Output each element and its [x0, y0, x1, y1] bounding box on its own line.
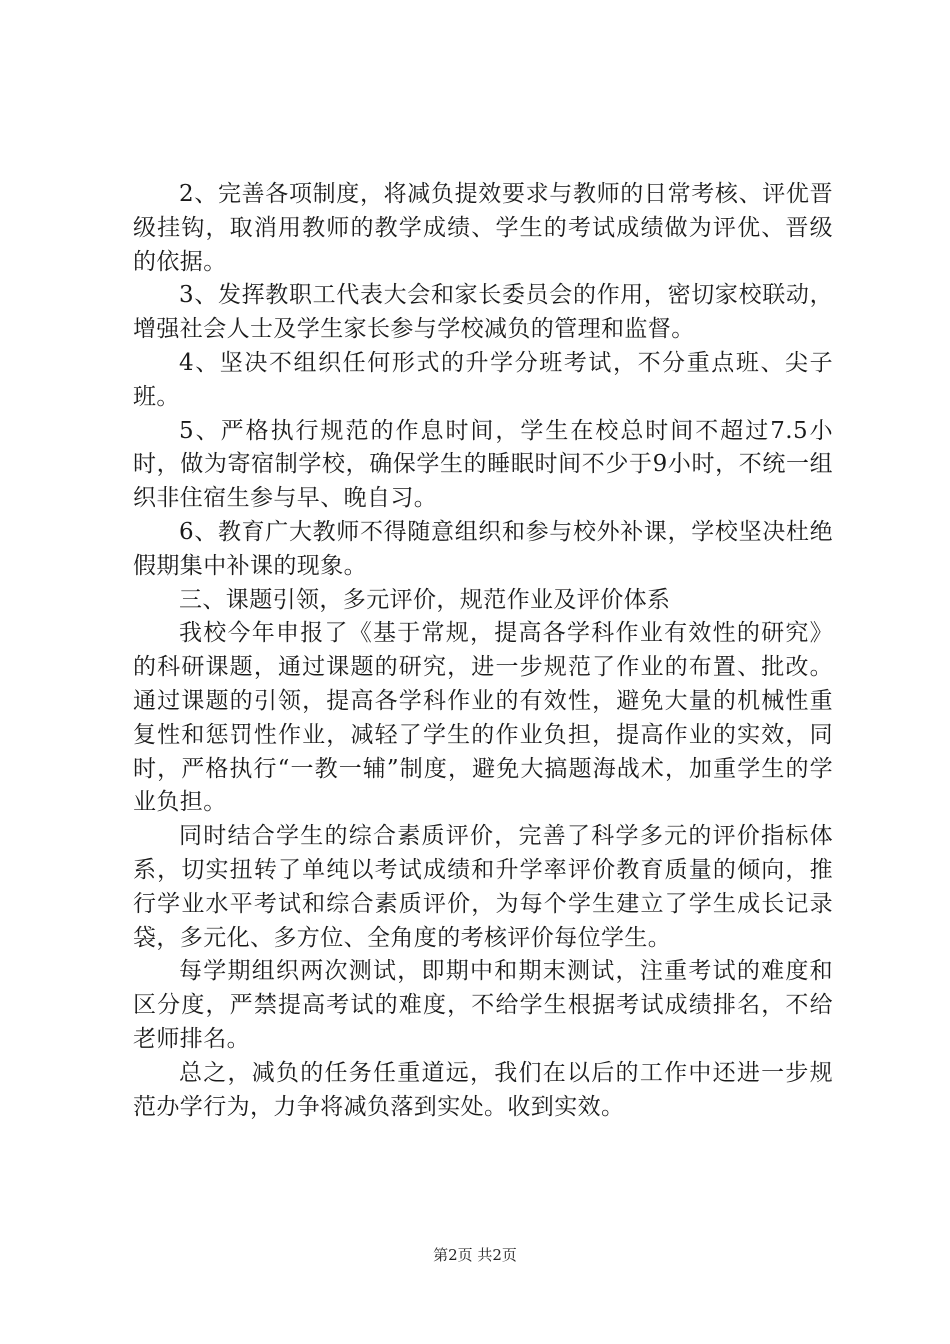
paragraph-conclusion: 总之，减负的任务任重道远，我们在以后的工作中还进一步规范办学行为，力争将减负落到实处。收到实效。: [133, 1059, 833, 1120]
page-number-footer: 第2页 共2页: [433, 1246, 517, 1264]
paragraph-item-3: 3、发挥教职工代表大会和家长委员会的作用，密切家校联动，增强社会人士及学生家长参与学校减负的管理和监督。: [133, 282, 833, 343]
section-heading-3: 三、课题引领，多元评价，规范作业及评价体系: [179, 586, 671, 613]
paragraph-item-2: 2、完善各项制度，将减负提效要求与教师的日常考核、评优晋级挂钩，取消用教师的教学成绩、学生的考试成绩做为评优、晋级的依据。: [133, 181, 833, 275]
paragraph-evaluation-system: 同时结合学生的综合素质评价，完善了科学多元的评价指标体系，切实扭转了单纯以考试成绩和升学率评价教育质量的倾向，推行学业水平考试和综合素质评价，为每个学生建立了学生成长记录袋，多元化、多方位、全角度的考核评价每位学生。: [133, 823, 833, 951]
paragraph-item-4: 4、坚决不组织任何形式的升学分班考试，不分重点班、尖子班。: [133, 349, 833, 410]
paragraph-item-5: 5、严格执行规范的作息时间，学生在校总时间不超过7.5小时，做为寄宿制学校，确保学生的睡眠时间不少于9小时，不统一组织非住宿生参与早、晚自习。: [133, 417, 833, 512]
paragraph-item-6: 6、教育广大教师不得随意组织和参与校外补课，学校坚决杜绝假期集中补课的现象。: [133, 518, 833, 579]
document-body: [133, 178, 833, 1124]
paragraph-testing: 每学期组织两次测试，即期中和期末测试，注重考试的难度和区分度，严禁提高考试的难度，不给学生根据考试成绩排名，不给老师排名。: [133, 958, 833, 1052]
paragraph-research-topic: 我校今年申报了《基于常规，提高各学科作业有效性的研究》的科研课题，通过课题的研究，进一步规范了作业的布置、批改。通过课题的引领，提高各学科作业的有效性，避免大量的机械性重复性和惩罚性作业，减轻了学生的作业负担，提高作业的实效，同时，严格执行“一教一辅”制度，避免大搞题海战术，加重学生的学业负担。: [133, 620, 833, 816]
